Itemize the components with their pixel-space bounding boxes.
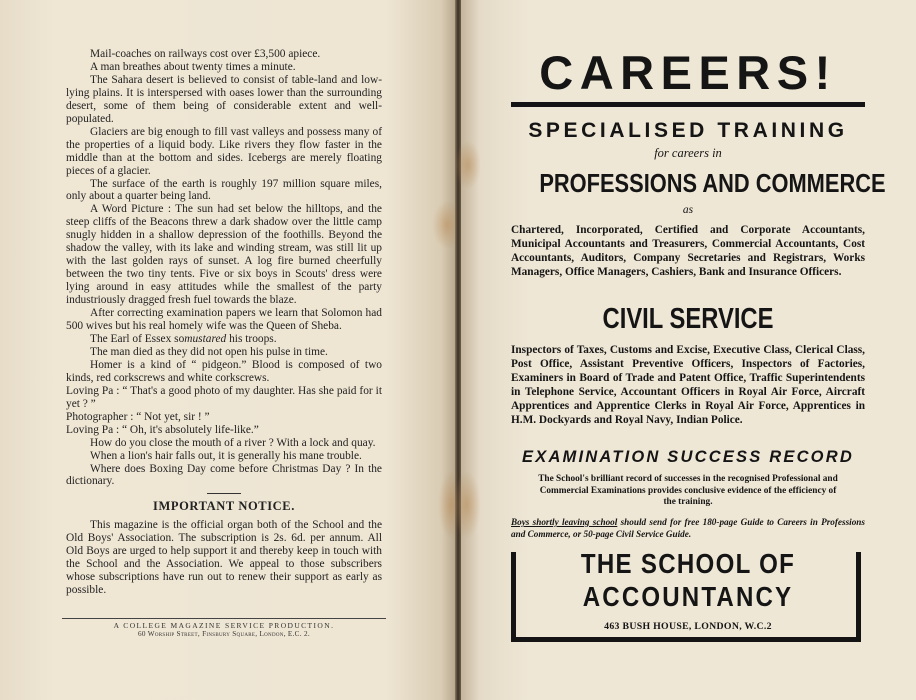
- as-text: as: [682, 204, 694, 216]
- paragraph: The surface of the earth is roughly 197 million square miles, only about a quarter being land.: [66, 177, 382, 203]
- paragraph: Photographer : “ Not yet, sir ! ”: [66, 410, 210, 423]
- divider: [207, 493, 241, 494]
- paragraph: Loving Pa : “ Oh, it's absolutely life-like.”: [66, 423, 259, 436]
- paragraph: Where does Boxing Day come before Christmas Day ? In the dictionary.: [66, 462, 382, 488]
- paragraph: [66, 333, 382, 346]
- notice-title: IMPORTANT NOTICE.: [153, 499, 295, 514]
- footer-divider: [62, 618, 386, 619]
- guide-offer-rest: should send for free 180-page Guide to Careers in Professions and Commerce, or 50-page Civil Service Guide.: [511, 517, 865, 540]
- footer: [62, 621, 386, 638]
- paragraph: A Word Picture : The sun had set below the hilltops, and the steep cliffs of the Beacons threw a dark shadow over the little camp snugly hidden in a shallow depression of the foothills. Beyond the shadow the valley, with its lake and winding stream, was still lit up with the last golden rays of sunset. A log fire burned cheerfully between the two tiny tents. Five or six boys in Scouts' dress were lying around in easy attitudes while the smallest of the party industriously dragged fresh fuel towards the blaze.: [66, 203, 382, 307]
- school-name-line-2: ACCOUNTANCY: [582, 581, 794, 612]
- specialised-training-heading: SPECIALISED TRAINING: [528, 119, 848, 142]
- notice-text: This magazine is the official organ both of the School and the Old Boys' Association. The subscription is 2s. 6d. per annum. All Old Boys are urged to help support it and thereby keep in touch with the School and the Association. We appeal to those subscribers whose subscriptions have run out to renew their support as early as possible.: [66, 519, 382, 597]
- guide-offer-text: [511, 516, 865, 541]
- paragraph: Loving Pa : “ That's a good photo of my daughter. Has she paid for it yet ? ”: [66, 384, 382, 410]
- headline-rule: [511, 102, 865, 107]
- paragraph: A man breathes about twenty times a minute.: [90, 60, 296, 73]
- left-page: [0, 0, 455, 700]
- footer-line-2: 60 Worship Street, Finsbury Square, London, E.C. 2.: [138, 630, 310, 638]
- guide-offer-underlined: Boys shortly leaving school: [511, 517, 618, 527]
- paragraph-text: his troops.: [226, 332, 277, 345]
- school-name-line-1: THE SCHOOL OF: [580, 548, 796, 579]
- paragraph: How do you close the mouth of a river ? With a lock and quay.: [90, 436, 376, 449]
- footer-line-1: A COLLEGE MAGAZINE SERVICE PRODUCTION.: [113, 621, 335, 630]
- paragraph: After correcting examination papers we learn that Solomon had 500 wives but his real homely wife was the Queen of Sheba.: [66, 307, 382, 333]
- paragraph: The Sahara desert is believed to consist of table-land and low-lying plains. It is interspersed with oases lower than the surrounding desert, some of them being of considerable extent and well-populated.: [66, 73, 382, 125]
- paragraph: Glaciers are big enough to fill vast valleys and possess many of the properties of a liquid body. Like rivers they flow faster in the middle than at the bottom and sides. Icebergs are merely floating pieces of a glacier.: [66, 125, 382, 177]
- exam-success-heading: EXAMINATION SUCCESS RECORD: [522, 448, 854, 466]
- paper-stain: [455, 140, 481, 190]
- school-address: 463 BUSH HOUSE, LONDON, W.C.2: [604, 621, 772, 632]
- paragraph: When a lion's hair falls out, it is generally his mane trouble.: [90, 449, 362, 462]
- exam-success-text: The School's brilliant record of successes in the recognised Professional and Commercial Examinations provides conclusive evidence of the efficiency of the training.: [538, 474, 838, 507]
- paragraph: The man died as they did not open his pulse in time.: [90, 345, 328, 358]
- paragraph: Homer is a kind of “ pidgeon.” Blood is composed of two kinds, red corkscrews and white corkscrews.: [66, 358, 382, 384]
- careers-headline: CAREERS!: [539, 46, 837, 99]
- paragraph-emphasis: mustared: [184, 332, 227, 345]
- left-column-text: [66, 48, 382, 597]
- paper-stain: [453, 470, 481, 540]
- civil-service-list: Inspectors of Taxes, Customs and Excise, Executive Class, Clerical Class, Post Office, Assistant Preventive Officers, Inspectors of Factories, Examiners in Board of Trade and Patent Office, Traffic Superintendents in Telephone Service, Accountant Officers in Royal Air Force, Aircraft Apprentices and Apprentice Clerks in Royal Air Force, Apprentices in H.M. Dockyards and Royal Navy, Indian Police.: [511, 344, 865, 426]
- paragraph-text: The Earl of Essex so: [90, 332, 185, 345]
- civil-service-heading: CIVIL SERVICE: [602, 303, 774, 335]
- paragraph: Mail-coaches on railways cost over £3,500 apiece.: [90, 48, 321, 60]
- professions-list: Chartered, Incorporated, Certified and Corporate Accountants, Municipal Accountants and Treasurers, Commercial Accountants, Cost Accountants, Auditors, Company Secretaries and Registrars, Works Managers, Office Managers, Cashiers, Bank and Insurance Officers.: [511, 224, 865, 278]
- for-careers-text: for careers in: [654, 146, 722, 160]
- professions-heading: PROFESSIONS AND COMMERCE: [539, 168, 886, 198]
